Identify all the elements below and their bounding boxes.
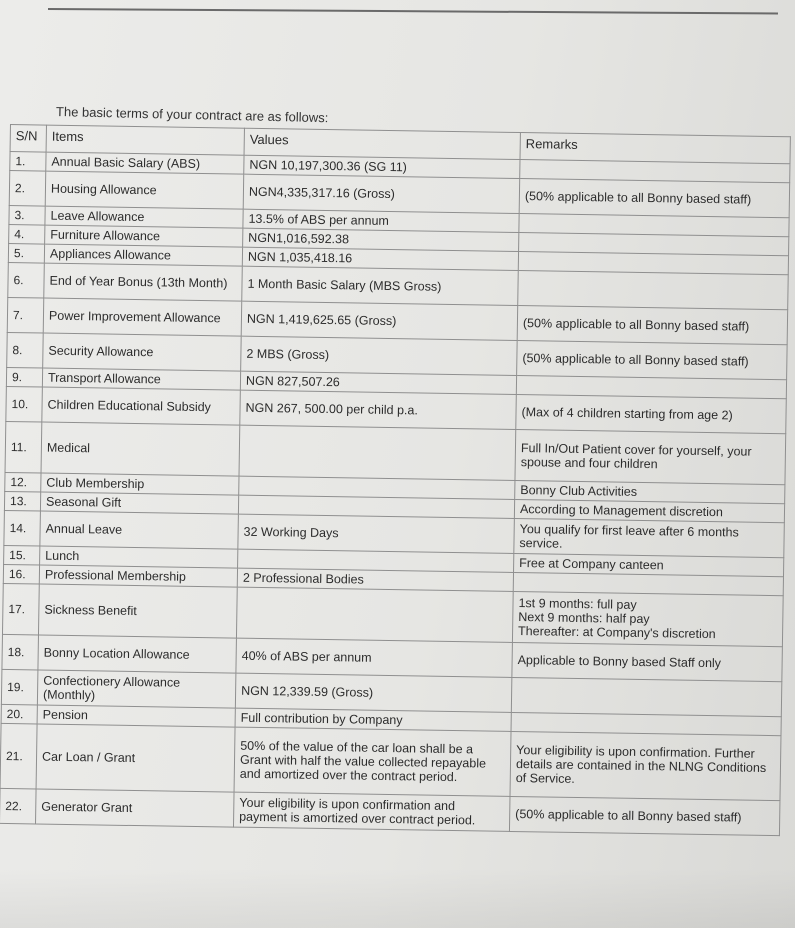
row-sn: 12.: [5, 472, 41, 492]
row-remark: You qualify for first leave after 6 months service.: [514, 518, 785, 557]
row-remark: According to Management discretion: [514, 499, 784, 522]
row-remark: Applicable to Bonny based Staff only: [512, 642, 783, 681]
row-remark: (Max of 4 children starting from age 2): [516, 394, 787, 433]
row-sn: 9.: [6, 367, 42, 387]
row-value: 50% of the value of the car loan shall be a Grant with half the value collected repayable and amortized over the contract period.: [234, 727, 511, 796]
table-row: [0, 723, 781, 800]
row-item: End of Year Bonus (13th Month): [44, 263, 243, 301]
row-item: Transport Allowance: [42, 368, 240, 390]
row-sn: 21.: [0, 723, 37, 789]
row-item: Confectionery Allowance (Monthly): [37, 670, 236, 708]
row-remark: Your eligibility is upon confirmation. Further details are contained in the NLNG Conditions of Service.: [510, 731, 781, 800]
row-value: Full contribution by Company: [235, 708, 511, 731]
row-value: NGN 1,035,418.16: [242, 247, 518, 270]
row-item: Power Improvement Allowance: [43, 298, 242, 336]
row-remark: Full In/Out Patient cover for yourself, your spouse and four children: [515, 429, 786, 484]
row-sn: 15.: [4, 545, 40, 565]
header-sn: S/N: [10, 125, 46, 153]
row-sn: 6.: [8, 262, 45, 298]
row-item: Annual Leave: [40, 511, 239, 549]
row-sn: 10.: [6, 386, 43, 422]
row-sn: 16.: [3, 564, 39, 584]
row-item: Leave Allowance: [45, 206, 243, 228]
row-item: Bonny Location Allowance: [38, 635, 237, 673]
row-item: Medical: [41, 422, 240, 476]
row-remark: (50% applicable to all Bonny based staff): [519, 179, 790, 218]
row-item: Pension: [37, 705, 235, 727]
row-remark: Free at Company canteen: [514, 553, 784, 576]
row-value: 1 Month Basic Salary (MBS Gross): [242, 266, 519, 305]
row-item: Club Membership: [41, 473, 239, 495]
row-item: Seasonal Gift: [40, 492, 238, 514]
row-value: NGN 10,197,300.36 (SG 11): [244, 155, 520, 178]
row-value: [239, 425, 516, 480]
top-rule: [48, 8, 778, 14]
row-value: NGN 1,419,625.65 (Gross): [241, 301, 518, 340]
page-shadow: [0, 868, 795, 928]
row-item: Annual Basic Salary (ABS): [46, 152, 244, 174]
row-value: NGN 12,339.59 (Gross): [235, 673, 512, 712]
row-remark: (50% applicable to all Bonny based staff): [517, 340, 788, 379]
row-value: NGN 267, 500.00 per child p.a.: [240, 390, 517, 429]
row-sn: 11.: [5, 421, 42, 473]
row-value: 32 Working Days: [238, 514, 515, 553]
row-sn: 4.: [9, 224, 45, 244]
row-sn: 1.: [10, 152, 46, 172]
row-remark: [518, 271, 789, 310]
row-value: NGN4,335,317.16 (Gross): [243, 174, 520, 213]
row-sn: 7.: [7, 297, 44, 333]
header-remarks: Remarks: [520, 133, 790, 164]
row-item: Car Loan / Grant: [36, 724, 235, 792]
contract-terms-table: [0, 124, 791, 836]
row-value: [236, 587, 513, 642]
row-value: NGN 827,507.26: [240, 371, 516, 394]
row-value: 13.5% of ABS per annum: [243, 209, 519, 232]
row-sn: 13.: [4, 491, 40, 511]
row-sn: 5.: [8, 243, 44, 263]
row-remark: (50% applicable to all Bonny based staff): [509, 796, 780, 835]
row-item: Sickness Benefit: [38, 584, 237, 638]
row-item: Housing Allowance: [45, 171, 244, 209]
row-sn: 14.: [4, 510, 41, 546]
row-sn: 3.: [9, 205, 45, 225]
row-value: 40% of ABS per annum: [236, 638, 513, 677]
row-item: Generator Grant: [36, 789, 235, 827]
row-item: Children Educational Subsidy: [42, 387, 241, 425]
row-remark: Bonny Club Activities: [515, 480, 785, 503]
row-value: Your eligibility is upon confirmation and payment is amortized over contract period.: [233, 792, 510, 831]
row-remark: (50% applicable to all Bonny based staff): [517, 305, 788, 344]
row-sn: 22.: [0, 788, 36, 824]
row-item: Appliances Allowance: [44, 244, 242, 266]
row-sn: 2.: [9, 171, 46, 207]
row-item: Professional Membership: [39, 565, 237, 587]
intro-text: The basic terms of your contract are as follows:: [55, 104, 329, 126]
contract-terms-table-wrapper: [0, 124, 790, 836]
row-value: 2 Professional Bodies: [237, 568, 513, 591]
row-sn: 8.: [7, 332, 44, 368]
row-sn: 18.: [2, 634, 39, 670]
row-remark: 1st 9 months: full pay Next 9 months: half pay Thereafter: at Company's discretion: [512, 591, 783, 646]
row-sn: 20.: [1, 704, 37, 724]
row-item: Security Allowance: [43, 333, 242, 371]
row-value: 2 MBS (Gross): [241, 336, 518, 375]
row-remark: [511, 677, 782, 716]
header-items: Items: [46, 125, 244, 155]
row-sn: 17.: [2, 583, 39, 635]
row-item: Lunch: [40, 546, 238, 568]
row-sn: 19.: [1, 669, 38, 705]
row-value: NGN1,016,592.38: [243, 228, 519, 251]
header-values: Values: [244, 128, 520, 159]
row-item: Furniture Allowance: [45, 225, 243, 247]
